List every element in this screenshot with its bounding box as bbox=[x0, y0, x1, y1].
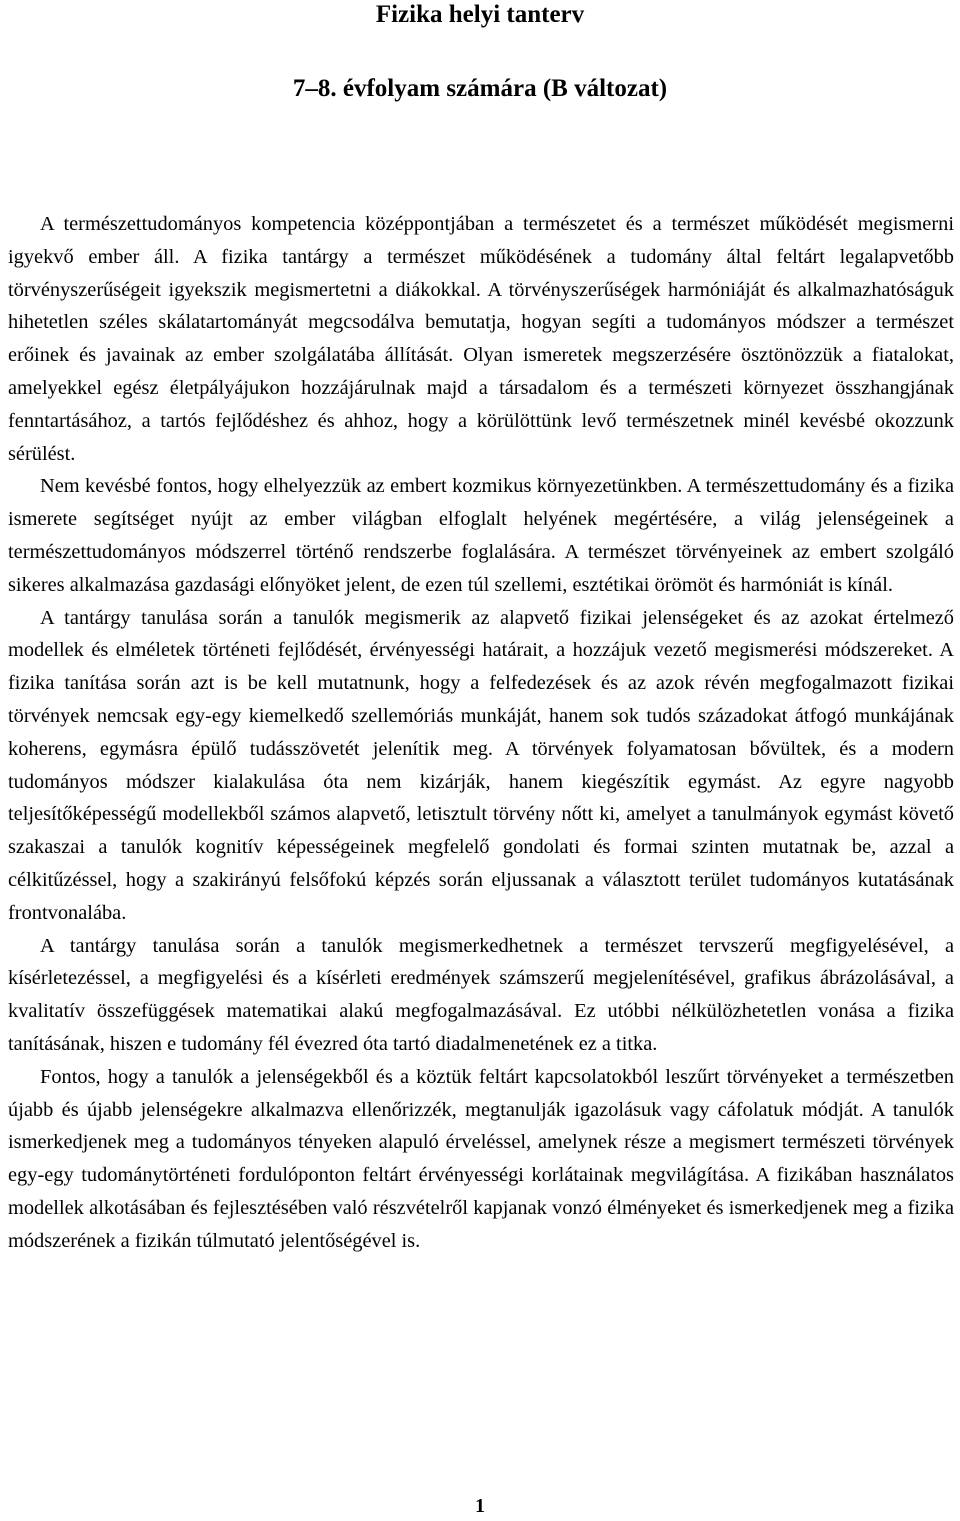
paragraph-5: Fontos, hogy a tanulók a jelenségekből és a köztük feltárt kapcsolatokból leszűrt törvényeket a természetben újabb és újabb jelenségekre alkalmazva ellenőrizzék, megtanulják igazolásuk vagy cáfolatuk módját. A tanulók ismerkedjenek meg a tudományos tényeken alapuló érveléssel, amelynek része a megismert természeti törvények egy-egy tudománytörténeti fordulóponton feltárt érvényességi korlátainak megvilágítása. A fizikában használatos modellek alkotásában és fejlesztésében való részvételről kapjanak vonzó élményeket és ismerkedjenek meg a fizika módszerének a fizikán túlmutató jelentőségével is. bbox=[8, 1065, 954, 1252]
page-number: 1 bbox=[475, 1495, 485, 1517]
document-body bbox=[8, 208, 954, 1258]
paragraph-2: Nem kevésbé fontos, hogy elhelyezzük az embert kozmikus környezetünkben. A természettudomány és a fizika ismerete segítséget nyújt az ember világban elfoglalt helyének megértésére, a világ jelenségeinek a természettudományos módszerrel történő rendszerbe foglalására. A természet törvényeinek az embert szolgáló sikeres alkalmazása gazdasági előnyöket jelent, de ezen túl szellemi, esztétikai örömöt és harmóniát is kínál. bbox=[8, 475, 954, 596]
paragraph-3: A tantárgy tanulása során a tanulók megismerik az alapvető fizikai jelenségeket és az azokat értelmező modellek és elméletek történeti fejlődését, érvényességi határait, a hozzájuk vezető megismerési módszereket. A fizika tanítása során azt is be kell mutatnunk, hogy a felfedezések és az azok révén megfogalmazott fizikai törvények nemcsak egy-egy kiemelkedő szellemóriás munkáját, hanem sok tudós századokat átfogó munkájának koherens, egymásra épülő tudásszövetét jelenítik meg. A törvények folyamatosan bővültek, és a modern tudományos módszer kialakulása óta nem kizárják, hanem kiegészítik egymást. Az egyre nagyobb teljesítőképességű modellekből számos alapvető, letisztult törvény nőtt ki, amelyet a tanulmányok egymást követő szakaszai a tanulók kognitív képességeinek megfelelő gondolati és formai szinten mutatnak be, azzal a célkitűzéssel, hogy a szakirányú felsőfokú képzés során eljussanak a választott terület tudományos kutatásának frontvonalába. bbox=[8, 606, 954, 924]
paragraph-4: A tantárgy tanulása során a tanulók megismerkedhetnek a természet tervszerű megfigyelésével, a kísérletezéssel, a megfigyelési és a kísérleti eredmények számszerű megjelenítésével, grafikus ábrázolásával, a kvalitatív összefüggések matematikai alakú megfogalmazásával. Ez utóbbi nélkülözhetetlen vonása a fizika tanításának, hiszen e tudomány fél évezred óta tartó diadalmenetének ez a titka. bbox=[8, 934, 954, 1055]
paragraph-1: A természettudományos kompetencia középpontjában a természetet és a természet működését megismerni igyekvő ember áll. A fizika tantárgy a természet működésének a tudomány által feltárt legalapvetőbb törvényszerűségeit igyekszik megismertetni a diákokkal. A törvényszerűségek harmóniáját és alkalmazhatóságuk hihetetlen széles skálatartományát megcsodálva bemutatja, hogyan segíti a tudományos módszer a természet erőinek és javainak az ember szolgálatába állítását. Olyan ismeretek megszerzésére ösztönözzük a fiatalokat, amelyekkel egész életpályájukon hozzájárulnak majd a társadalom és a természeti környezet összhangjának fenntartásához, a tartós fejlődéshez és ahhoz, hogy a körülöttünk levő természetnek minél kevésbé okozzunk sérülést. bbox=[8, 213, 954, 465]
document-title: Fizika helyi tanterv bbox=[375, 1, 585, 28]
document-subtitle: 7–8. évfolyam számára (B változat) bbox=[292, 75, 668, 102]
